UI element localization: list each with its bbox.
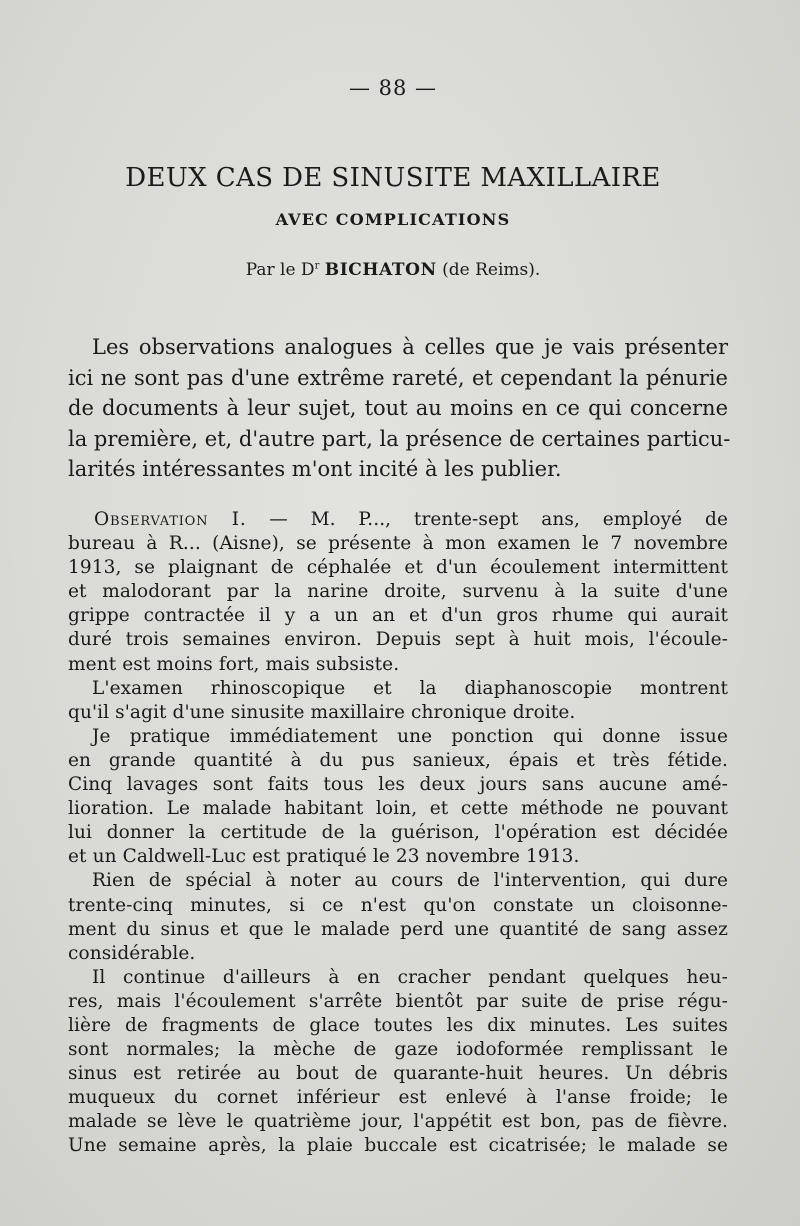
observation-section <box>68 508 728 1159</box>
text-line: qu'il s'agit d'une sinusite maxillaire chronique droite. <box>68 701 576 723</box>
text-line: lière de fragments de glace toutes les dix minutes. Les suites <box>68 1014 728 1036</box>
text-line: sont normales; la mèche de gaze iodoformée remplissant le <box>68 1039 728 1061</box>
text-line: de documents à leur sujet, tout au moins en ce qui concerne <box>68 396 728 420</box>
text-line: la première, et, d'autre part, la présence de certaines particu- <box>68 426 731 451</box>
text-line: Rien de spécial à noter au cours de l'intervention, qui dure <box>92 870 728 892</box>
text-line: Je pratique immédiatement une ponction qui donne issue <box>92 725 728 747</box>
intro-paragraph <box>68 332 731 485</box>
text-line: Une semaine après, la plaie buccale est cicatrisée; le malade se <box>68 1135 728 1157</box>
text-line: et un Caldwell-Luc est pratiqué le 23 novembre 1913. <box>68 846 580 868</box>
text-line: Les observations analogues à celles que je vais présenter <box>92 335 728 359</box>
article-title: DEUX CAS DE SINUSITE MAXILLAIRE <box>125 163 661 193</box>
text-line: sinus est retirée au bout de quarante-huit heures. Un débris <box>68 1063 728 1085</box>
text-line: Cinq lavages sont faits tous les deux jours sans aucune amé- <box>68 774 728 796</box>
author-name: BICHATON <box>324 260 437 280</box>
page-number: — 88 — <box>348 76 438 100</box>
byline <box>0 260 786 280</box>
author-affiliation: (de Reims). <box>442 260 541 280</box>
text-line: grippe contractée il y a un an et d'un gros rhume qui aurait <box>68 605 728 627</box>
text-line: et malodorant par la narine droite, survenu à la suite d'une <box>68 581 728 603</box>
text-line: lioration. Le malade habitant loin, et cette méthode ne pouvant <box>68 798 728 820</box>
text-line: considérable. <box>68 942 196 964</box>
byline-suffix: r <box>314 260 320 272</box>
text-line: muqueux du cornet inférieur est enlevé à l'anse froide; le <box>68 1087 728 1109</box>
byline-prefix: Par le D <box>245 260 315 280</box>
text-line: ment du sinus et que le malade perd une quantité de sang assez <box>68 918 728 940</box>
observation-label: Observation I. <box>94 509 247 530</box>
text-line: — M. P..., trente-sept ans, employé de <box>269 509 728 530</box>
text-line: en grande quantité à du pus sanieux, épais et très fétide. <box>68 749 728 771</box>
text-line: ici ne sont pas d'une extrême rareté, et cependant la pénurie <box>68 365 728 390</box>
text-line: bureau à R... (Aisne), se présente à mon examen le 7 novembre <box>68 533 728 555</box>
article-subtitle: AVEC COMPLICATIONS <box>275 210 511 229</box>
observation-first-line <box>68 508 728 532</box>
text-line: larités intéressantes m'ont incité à les publier. <box>68 457 562 481</box>
text-line: ment est moins fort, mais subsiste. <box>68 653 400 675</box>
text-line: trente-cinq minutes, si ce n'est qu'on constate un cloisonne- <box>68 894 728 916</box>
text-line: Il continue d'ailleurs à en cracher pendant quelques heu- <box>92 966 728 988</box>
text-line: duré trois semaines environ. Depuis sept à huit mois, l'écoule- <box>68 629 728 651</box>
text-line: res, mais l'écoulement s'arrête bientôt par suite de prise régu- <box>68 990 728 1012</box>
text-line: L'examen rhinoscopique et la diaphanoscopie montrent <box>92 677 728 699</box>
text-line: malade se lève le quatrième jour, l'appétit est bon, pas de fièvre. <box>68 1111 728 1133</box>
text-line: lui donner la certitude de la guérison, l'opération est décidée <box>68 822 728 844</box>
text-line: 1913, se plaignant de céphalée et d'un écoulement intermittent <box>68 557 728 579</box>
